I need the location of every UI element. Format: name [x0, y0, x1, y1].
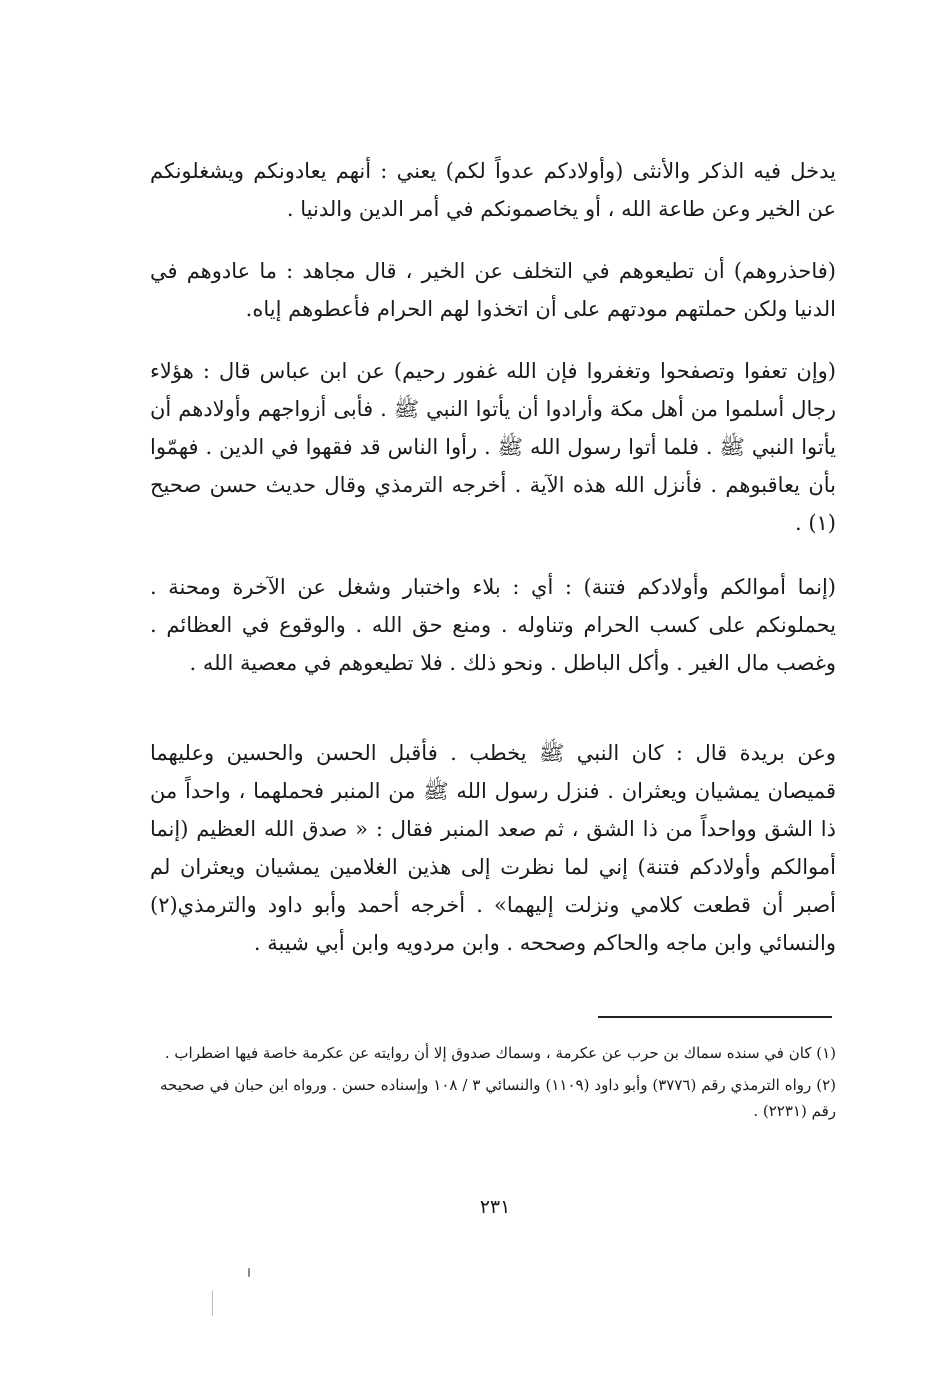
footnote-1: (١) كان في سنده سماك بن حرب عن عكرمة ، وسماك صدوق إلا أن روايته عن عكرمة خاصة فيها اضطراب . — [164, 1044, 836, 1062]
footnote-separator — [598, 1016, 832, 1018]
paragraph: (فاحذروهم) أن تطيعوهم في التخلف عن الخير ، قال مجاهد : ما عادوهم في الدنيا ولكن حملتهم مودتهم على أن اتخذوا لهم الحرام فأعطوهم إياه. — [150, 259, 836, 321]
paragraph: يدخل فيه الذكر والأنثى (وأولادكم عدواً لكم) يعني : أنهم يعادونكم ويشغلونكم عن الخير وعن طاعة الله ، أو يخاصمونكم في أمر الدين والدنيا . — [150, 159, 836, 221]
scan-speck — [212, 1290, 213, 1316]
paragraph-4-block — [150, 568, 836, 682]
paragraph-2-block — [150, 252, 836, 328]
scan-speck — [248, 1268, 250, 1277]
paragraph: وعن بريدة قال : كان النبي ﷺ يخطب . فأقبل الحسن والحسين وعليهما قميصان يمشيان ويعثران . فنزل رسول الله ﷺ من المنبر فحملهما ، واحداً من ذا الشق وواحداً من ذا الشق ، ثم صعد المنبر فقال : « صدق الله العظيم (إنما أموالكم وأولادكم فتنة) إني لما نظرت إلى هذين الغلامين يمشيان ويعثران لم أصبر أن قطعت كلامي ونزلت إليهما» . أخرجه أحمد وأبو داود والترمذي(٢) والنسائي وابن ماجه والحاكم وصححه . وابن مردويه وابن أبي شيبة . — [150, 741, 836, 955]
footnotes — [160, 1040, 836, 1130]
paragraph: (إنما أموالكم وأولادكم فتنة) : أي : بلاء واختبار وشغل عن الآخرة ومحنة . يحملونكم على كسب الحرام وتناوله . ومنع حق الله . والوقوع في العظائم . وغصب مال الغير . وأكل الباطل . ونحو ذلك . فلا تطيعوهم في معصية الله . — [150, 575, 836, 675]
paragraph-1-block — [150, 152, 836, 228]
paragraph-3-block — [150, 352, 836, 542]
paragraph: (وإن تعفوا وتصفحوا وتغفروا فإن الله غفور رحيم) عن ابن عباس قال : هؤلاء رجال أسلموا من أهل مكة وأرادوا أن يأتوا النبي ﷺ . فأبى أزواجهم وأولادهم أن يأتوا النبي ﷺ . فلما أتوا رسول الله ﷺ . رأوا الناس قد فقهوا في الدين . فهمّوا بأن يعاقبوهم . فأنزل الله هذه الآية . أخرجه الترمذي وقال حديث حسن صحيح (١) . — [150, 359, 836, 535]
page-number: ٢٣١ — [479, 1196, 511, 1218]
paragraph-5-block — [150, 734, 836, 962]
footnote-2: (٢) رواه الترمذي رقم (٣٧٧٦) وأبو داود (١١٠٩) والنسائي ٣ / ١٠٨ وإسناده حسن . ورواه ابن حبان في صحيحه رقم (٢٢٣١) . — [160, 1076, 836, 1120]
